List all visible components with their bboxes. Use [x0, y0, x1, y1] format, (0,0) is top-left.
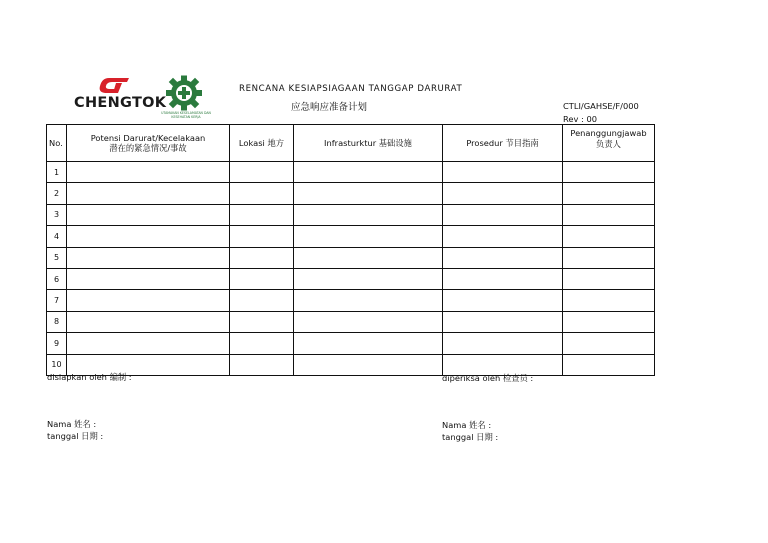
- prepared-date-label: tanggal 日期 :: [47, 431, 104, 441]
- table-row: [47, 247, 655, 268]
- column-header-label-zh: 负责人: [596, 138, 621, 149]
- cell-person-in-charge[interactable]: [563, 226, 655, 247]
- column-header-label-zh: 潜在的紧急情况/事故: [109, 143, 187, 153]
- cell-procedure[interactable]: [443, 204, 563, 225]
- cell-infrastructure[interactable]: [294, 162, 443, 183]
- row-number: 6: [47, 268, 67, 289]
- k3-safety-gear-icon: [163, 74, 205, 114]
- cell-infrastructure[interactable]: [294, 247, 443, 268]
- table-row: [47, 162, 655, 183]
- row-number: 1: [47, 162, 67, 183]
- cell-infrastructure[interactable]: [294, 333, 443, 354]
- cell-person-in-charge[interactable]: [563, 204, 655, 225]
- cell-infrastructure[interactable]: [294, 204, 443, 225]
- column-header-label: Prosedur 节目指南: [466, 137, 539, 148]
- cell-location[interactable]: [230, 268, 294, 289]
- cell-procedure[interactable]: [443, 333, 563, 354]
- checked-by-label: diperiksa oleh 检查员 :: [442, 373, 534, 383]
- column-header-no: [47, 125, 67, 162]
- prepared-signature-block: [47, 418, 103, 442]
- form-title-indonesian: RENCANA KESIAPSIAGAAN TANGGAP DARURAT: [239, 84, 463, 94]
- column-header-location: [230, 125, 294, 162]
- cell-infrastructure[interactable]: [294, 311, 443, 332]
- revision-number: Rev : 00: [563, 113, 598, 124]
- cell-infrastructure[interactable]: [294, 354, 443, 375]
- table-row: [47, 333, 655, 354]
- cell-infrastructure[interactable]: [294, 290, 443, 311]
- cell-potential-emergency[interactable]: [67, 226, 230, 247]
- cell-location[interactable]: [230, 354, 294, 375]
- cell-person-in-charge[interactable]: [563, 333, 655, 354]
- cell-potential-emergency[interactable]: [67, 162, 230, 183]
- table-header-row: [47, 125, 655, 162]
- row-number: 9: [47, 333, 67, 354]
- column-header-procedure: [443, 125, 563, 162]
- cell-location[interactable]: [230, 204, 294, 225]
- cell-potential-emergency[interactable]: [67, 290, 230, 311]
- cell-procedure[interactable]: [443, 268, 563, 289]
- cell-person-in-charge[interactable]: [563, 268, 655, 289]
- row-number: 7: [47, 290, 67, 311]
- cell-location[interactable]: [230, 290, 294, 311]
- row-number: 2: [47, 183, 67, 204]
- table-row: [47, 204, 655, 225]
- cell-location[interactable]: [230, 226, 294, 247]
- cell-location[interactable]: [230, 333, 294, 354]
- cell-potential-emergency[interactable]: [67, 268, 230, 289]
- cell-potential-emergency[interactable]: [67, 247, 230, 268]
- document-code-block: [563, 100, 639, 125]
- column-header-label: No.: [49, 137, 63, 148]
- cell-potential-emergency[interactable]: [67, 183, 230, 204]
- cell-infrastructure[interactable]: [294, 268, 443, 289]
- company-logo-text: CHENGTOK: [74, 95, 167, 111]
- column-header-label: Infrasturktur 基础设施: [324, 137, 412, 148]
- k3-logo-caption: UTAMAKAN KESELAMATAN DAN KESEHATAN KERJA: [161, 111, 211, 119]
- cell-person-in-charge[interactable]: [563, 290, 655, 311]
- form-title-chinese: 应急响应准备计划: [291, 102, 368, 113]
- cell-infrastructure[interactable]: [294, 183, 443, 204]
- column-header-label: Potensi Darurat/Kecelakaan: [90, 132, 206, 143]
- cell-potential-emergency[interactable]: [67, 333, 230, 354]
- column-header-infrastructure: [294, 125, 443, 162]
- chengtok-ct-emblem: [96, 77, 130, 95]
- cell-potential-emergency[interactable]: [67, 311, 230, 332]
- cell-procedure[interactable]: [443, 311, 563, 332]
- cell-person-in-charge[interactable]: [563, 183, 655, 204]
- checked-name-label: Nama 姓名 :: [442, 420, 492, 430]
- table-row: [47, 311, 655, 332]
- cell-person-in-charge[interactable]: [563, 162, 655, 183]
- column-header-person-in-charge: [563, 125, 655, 162]
- cell-procedure[interactable]: [443, 162, 563, 183]
- row-number: 8: [47, 311, 67, 332]
- emergency-plan-table: [46, 124, 655, 376]
- cell-person-in-charge[interactable]: [563, 311, 655, 332]
- document-code: CTLI/GAHSE/F/000: [563, 101, 639, 111]
- row-number: 4: [47, 226, 67, 247]
- table-row: [47, 183, 655, 204]
- cell-person-in-charge[interactable]: [563, 247, 655, 268]
- cell-infrastructure[interactable]: [294, 226, 443, 247]
- row-number: 3: [47, 204, 67, 225]
- checked-signature-block: [442, 419, 498, 443]
- table-row: [47, 226, 655, 247]
- cell-location[interactable]: [230, 162, 294, 183]
- table-row: [47, 268, 655, 289]
- table-row: [47, 290, 655, 311]
- prepared-name-label: Nama 姓名 :: [47, 419, 97, 429]
- cell-procedure[interactable]: [443, 183, 563, 204]
- column-header-label: Lokasi 地方: [238, 137, 285, 148]
- cell-location[interactable]: [230, 311, 294, 332]
- column-header-label: Penanggungjawab: [570, 128, 647, 138]
- cell-location[interactable]: [230, 183, 294, 204]
- checked-date-label: tanggal 日期 :: [442, 432, 499, 442]
- cell-procedure[interactable]: [443, 247, 563, 268]
- prepared-by-label: disiapkan oleh 编制 :: [47, 372, 132, 382]
- table-row: [47, 354, 655, 375]
- row-number: 10: [47, 354, 67, 375]
- cell-person-in-charge[interactable]: [563, 354, 655, 375]
- row-number: 5: [47, 247, 67, 268]
- cell-procedure[interactable]: [443, 290, 563, 311]
- column-header-potential-emergency: [67, 125, 230, 162]
- cell-location[interactable]: [230, 247, 294, 268]
- cell-procedure[interactable]: [443, 226, 563, 247]
- cell-potential-emergency[interactable]: [67, 204, 230, 225]
